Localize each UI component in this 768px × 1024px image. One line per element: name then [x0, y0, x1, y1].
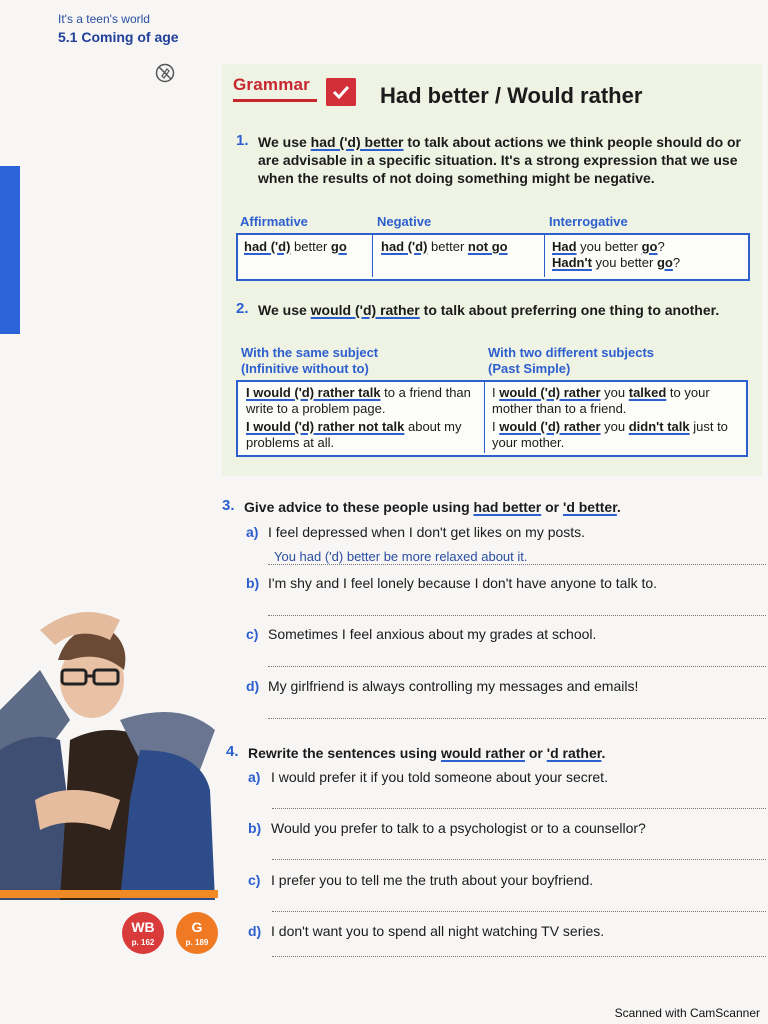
check-icon: [326, 78, 356, 106]
ex3-d-line[interactable]: [268, 718, 766, 719]
t1-header-int: Interrogative: [549, 214, 628, 229]
t1-int2-a: Hadn't: [552, 255, 592, 270]
ex4-b-text: Would you prefer to talk to a psychologist or to a counsellor?: [271, 820, 646, 836]
ex3-d-label: d): [246, 678, 260, 694]
ex4-c-text: I prefer you to tell me the truth about your boyfriend.: [271, 872, 594, 888]
rule2-text: [258, 301, 728, 319]
grammar-ref-badge-label: G: [191, 919, 203, 935]
ex4-d-text: I don't want you to spend all night watching TV series.: [271, 923, 605, 939]
t2-divider: [484, 382, 485, 453]
t2-c2a-rest: to your mother than to a friend.: [492, 385, 710, 416]
workbook-badge[interactable]: [122, 912, 164, 954]
ex3-b-line[interactable]: [268, 615, 766, 616]
teen-boy-photo: [0, 600, 220, 900]
t1-int1-b: you better: [576, 239, 642, 254]
t1-neg-c: not go: [467, 239, 508, 254]
t2-c2b-key: would ('d) rather: [499, 419, 601, 434]
t1-divider-1: [372, 235, 373, 277]
rule2-pre: We use: [258, 302, 311, 318]
side-tab: [0, 166, 20, 334]
ex3-instruction: [244, 498, 621, 516]
t2-cell-2b: [492, 419, 738, 451]
t1-int1-a: Had: [552, 239, 577, 254]
t2-c2a-b: you: [600, 385, 629, 400]
t1-int1-c: go: [641, 239, 658, 254]
t1-neg-cell: [381, 239, 508, 255]
t1-divider-2: [544, 235, 545, 277]
ex3-a-answer[interactable]: You had ('d) better be more relaxed about it.: [274, 549, 528, 564]
ex3-post: .: [616, 499, 621, 515]
ex3-key1: had better: [473, 499, 542, 515]
grammar-ref-badge-page: p. 189: [185, 938, 209, 947]
t2-cell-1b: [246, 419, 480, 451]
t2-c2b-rest: just to your mother.: [492, 419, 728, 450]
grammar-ref-badge[interactable]: [176, 912, 218, 954]
t1-header-neg: Negative: [377, 214, 432, 229]
t1-header-aff: Affirmative: [240, 214, 308, 229]
rule2-number: 2.: [236, 300, 249, 317]
ex3-a-line[interactable]: [268, 564, 766, 565]
ex4-instruction: [248, 744, 605, 762]
t2-c1b-rest: about my problems at all.: [246, 419, 462, 450]
t2-c2a-key: would ('d) rather: [499, 385, 601, 400]
t1-aff-c: go: [330, 239, 347, 254]
workbook-badge-label: WB: [131, 919, 155, 935]
t2-c1a-rest: to a friend than write to a problem page.: [246, 385, 471, 416]
unit-title: 5.1 Coming of age: [58, 29, 179, 45]
ex4-pre: Rewrite the sentences using: [248, 745, 441, 761]
t2-cell-2a: [492, 385, 738, 417]
scanner-watermark: Scanned with CamScanner: [614, 1006, 760, 1020]
rule1-key: had ('d) better: [310, 134, 404, 150]
rule1-text: [258, 133, 748, 187]
ex3-pre: Give advice to these people using: [244, 499, 474, 515]
rule1-pre: We use: [258, 134, 311, 150]
ex3-a-label: a): [246, 524, 259, 540]
ex3-b-text: I'm shy and I feel lonely because I don't have anyone to talk to.: [268, 575, 658, 591]
ex3-key2: 'd better: [562, 499, 617, 515]
t1-int2-c: go: [656, 255, 673, 270]
ex3-mid: or: [541, 499, 563, 515]
t2-c1b-key: I would ('d) rather not talk: [246, 419, 405, 434]
ex4-mid: or: [524, 745, 547, 761]
t1-int2-d: ?: [672, 255, 681, 270]
ex4-number: 4.: [226, 743, 239, 760]
t1-aff-b: better: [290, 239, 331, 254]
t2-header2-line2: (Past Simple): [488, 361, 571, 376]
t2-c2a-a: I: [492, 385, 500, 400]
ex4-c-label: c): [248, 872, 261, 888]
ex4-b-line[interactable]: [272, 859, 766, 860]
orange-bar: [0, 890, 218, 898]
t2-c2b-b: you: [600, 419, 629, 434]
grammar-underline: [233, 99, 317, 102]
ex4-d-label: d): [248, 923, 262, 939]
t2-c1a-key: I would ('d) rather talk: [246, 385, 381, 400]
t2-c2b-key2: didn't talk: [628, 419, 690, 434]
t1-neg-b: better: [427, 239, 468, 254]
ex3-a-text: I feel depressed when I don't get likes on my posts.: [268, 524, 586, 540]
ex4-key1: would rather: [440, 745, 525, 761]
ex4-key2: 'd rather: [546, 745, 602, 761]
t2-c2b-a: I: [492, 419, 500, 434]
t2-header2-line1: With two different subjects: [488, 345, 654, 360]
t1-int-line2: [552, 255, 680, 271]
t2-c2a-key2: talked: [628, 385, 667, 400]
t1-int1-d: ?: [657, 239, 665, 254]
ex3-number: 3.: [222, 497, 235, 514]
t1-aff-a: had ('d): [244, 239, 291, 254]
ex4-a-line[interactable]: [272, 808, 766, 809]
grammar-label: Grammar: [233, 75, 310, 94]
grammar-title: Had better / Would rather: [380, 83, 643, 108]
t1-aff-cell: [244, 239, 347, 255]
t1-int-line1: [552, 239, 665, 255]
ex4-b-label: b): [248, 820, 262, 836]
rule1-number: 1.: [236, 132, 249, 149]
ex4-a-label: a): [248, 769, 261, 785]
t2-header1-line2: (Infinitive without to): [241, 361, 369, 376]
ex3-c-label: c): [246, 626, 259, 642]
no-copy-icon: [155, 63, 175, 83]
rule2-post: to talk about preferring one thing to another.: [419, 302, 720, 318]
ex3-b-label: b): [246, 575, 260, 591]
rule1-post: to talk about actions we think people should do or are advisable in a specific situation. It's a strong expression that we use when the results of not doing something might be negative.: [258, 134, 742, 186]
t2-cell-1a: [246, 385, 480, 417]
t1-int2-b: you better: [591, 255, 657, 270]
ex4-d-line[interactable]: [272, 956, 766, 957]
t1-neg-a: had ('d): [381, 239, 428, 254]
ex3-c-line[interactable]: [268, 666, 766, 667]
ex3-d-text: My girlfriend is always controlling my messages and emails!: [268, 678, 639, 694]
t2-header1-line1: With the same subject: [241, 345, 379, 360]
workbook-badge-page: p. 162: [131, 938, 155, 947]
ex4-post: .: [601, 745, 606, 761]
breadcrumb: It's a teen's world: [58, 12, 150, 26]
ex4-a-text: I would prefer it if you told someone about your secret.: [271, 769, 608, 785]
rule2-key: would ('d) rather: [310, 302, 420, 318]
ex3-c-text: Sometimes I feel anxious about my grades at school.: [268, 626, 597, 642]
ex4-c-line[interactable]: [272, 911, 766, 912]
